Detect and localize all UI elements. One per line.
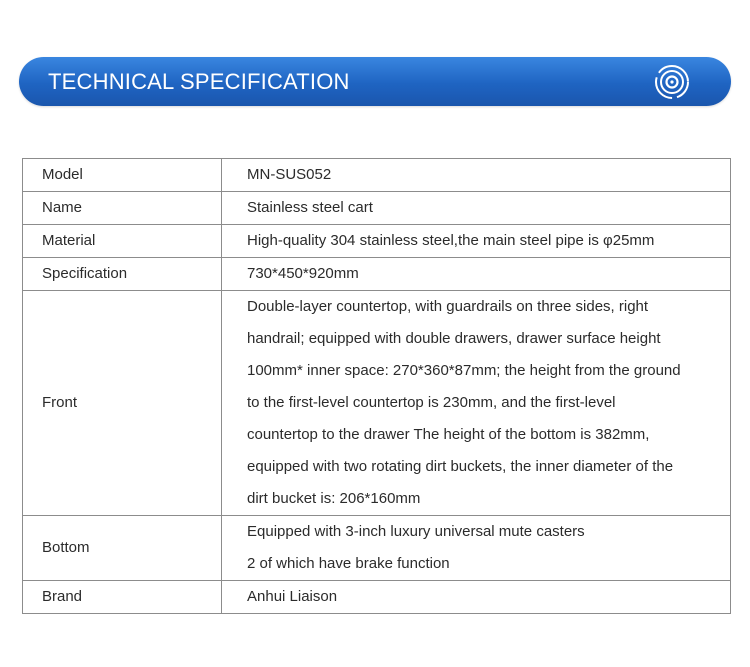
row-value: [222, 192, 731, 225]
target-circle-icon: [653, 63, 691, 101]
value-line: Anhui Liaison: [247, 588, 338, 605]
row-label: Bottom: [23, 516, 222, 581]
table-row: [23, 159, 731, 192]
table-row: [23, 258, 731, 291]
value-line: dirt bucket is: 206*160mm: [247, 490, 421, 507]
value-line: MN-SUS052: [247, 166, 332, 183]
table-row: [23, 516, 731, 581]
table-row: [23, 581, 731, 614]
value-line: equipped with two rotating dirt buckets, the inner diameter of the: [247, 458, 674, 475]
row-label: Name: [23, 192, 222, 225]
value-line: High-quality 304 stainless steel,the main steel pipe is φ25mm: [247, 232, 655, 249]
row-label: Specification: [23, 258, 222, 291]
value-line: handrail; equipped with double drawers, drawer surface height: [247, 330, 661, 347]
specification-table: [22, 158, 731, 614]
section-banner: [19, 57, 731, 106]
row-value: [222, 258, 731, 291]
row-label: Front: [23, 291, 222, 516]
row-label: Material: [23, 225, 222, 258]
row-label: Model: [23, 159, 222, 192]
table-row: [23, 225, 731, 258]
value-line: Equipped with 3-inch luxury universal mute casters: [247, 523, 585, 540]
value-line: to the first-level countertop is 230mm, and the first-level: [247, 394, 616, 411]
row-value: [222, 159, 731, 192]
value-line: Double-layer countertop, with guardrails on three sides, right: [247, 298, 649, 315]
table-row: [23, 192, 731, 225]
row-value: [222, 581, 731, 614]
value-line: 2 of which have brake function: [247, 555, 450, 572]
table-row: [23, 291, 731, 516]
value-line: countertop to the drawer The height of the bottom is 382mm,: [247, 426, 650, 443]
section-title: TECHNICAL SPECIFICATION: [48, 69, 350, 94]
row-value: [222, 516, 731, 581]
row-label: Brand: [23, 581, 222, 614]
row-value: [222, 291, 731, 516]
value-line: Stainless steel cart: [247, 199, 373, 216]
value-line: 100mm* inner space: 270*360*87mm; the height from the ground: [247, 362, 681, 379]
row-value: [222, 225, 731, 258]
value-line: 730*450*920mm: [247, 265, 359, 282]
